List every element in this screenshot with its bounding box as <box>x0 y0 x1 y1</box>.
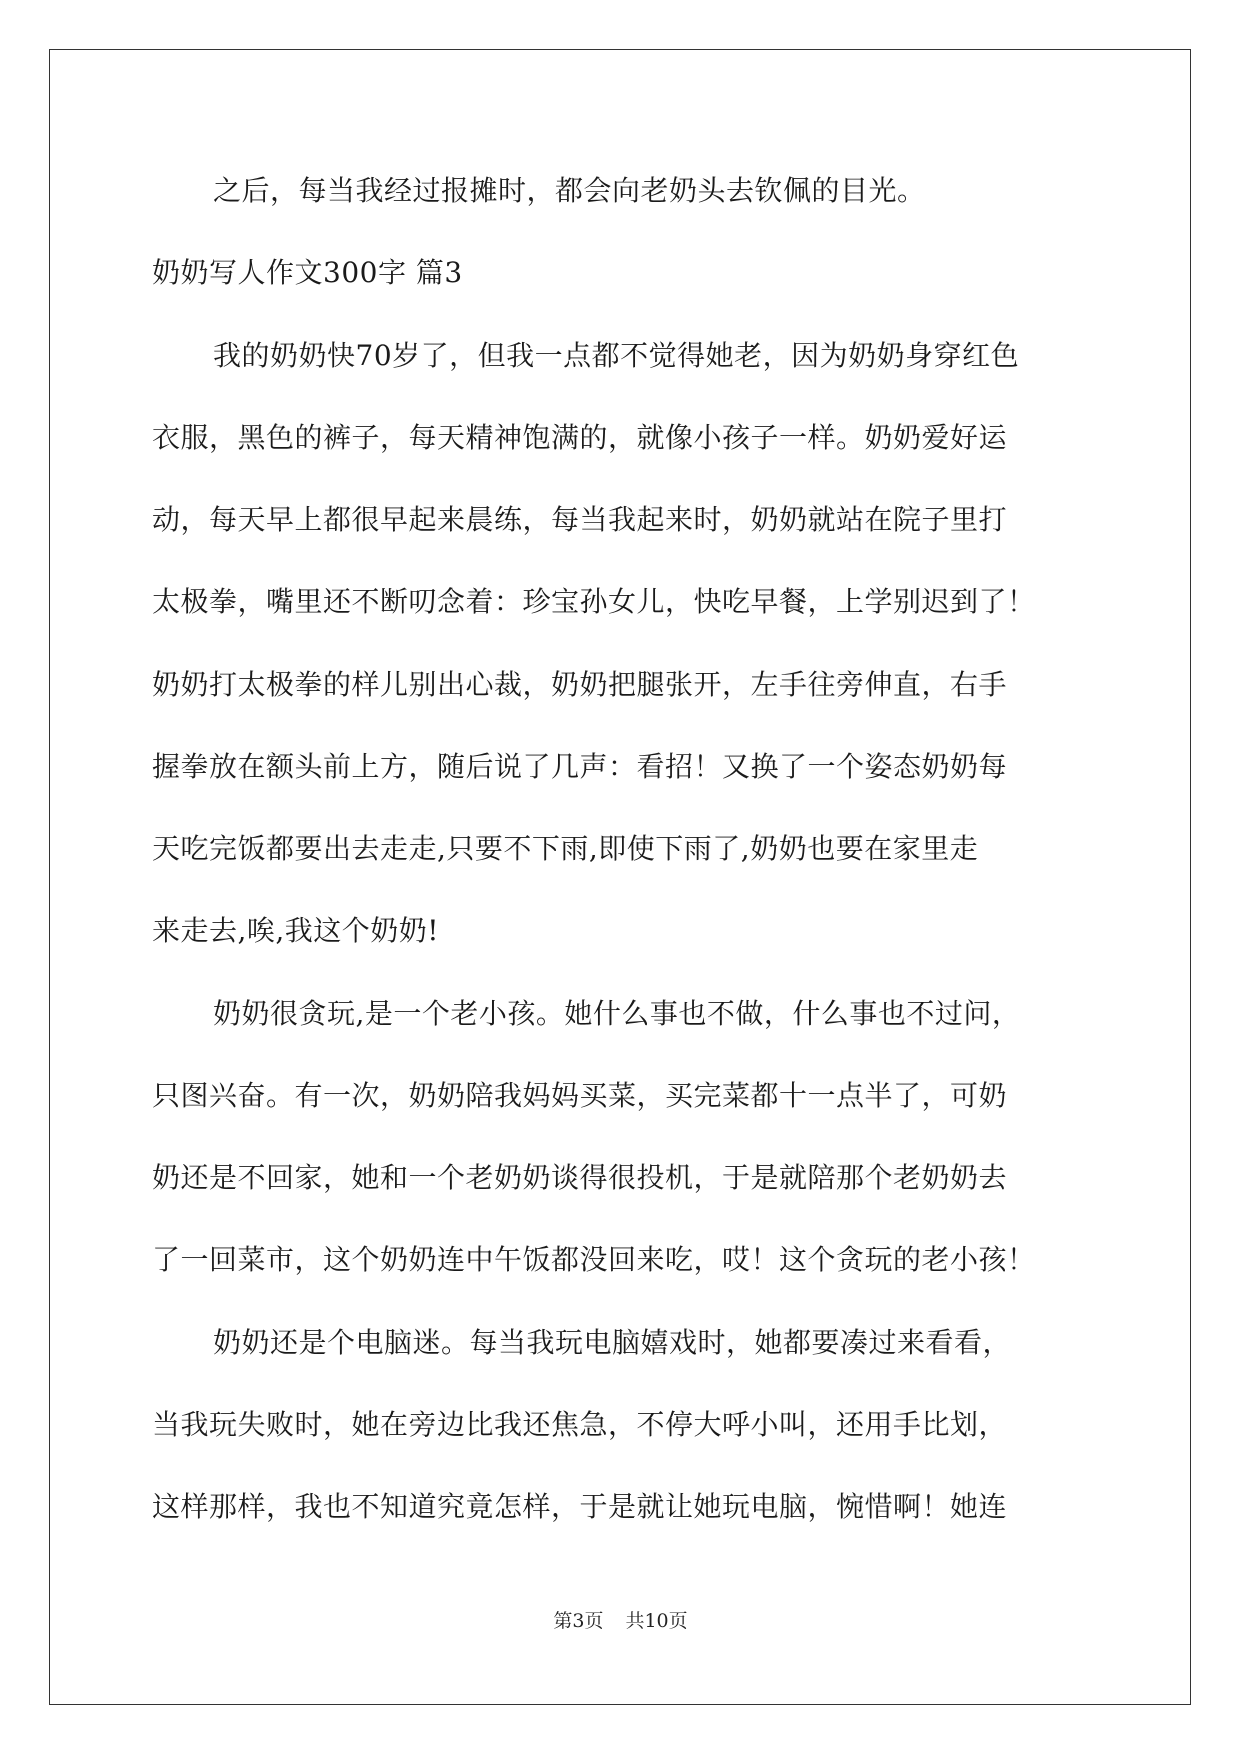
section-heading: 奶奶写人作文300字 篇3 <box>152 256 463 289</box>
paragraph-line: 动，每天早上都很早起来晨练，每当我起来时，奶奶就站在院子里打 <box>152 503 1008 536</box>
paragraph-line: 衣服，黑色的裤子，每天精神饱满的，就像小孩子一样。奶奶爱好运 <box>152 421 1008 454</box>
paragraph-line: 握拳放在额头前上方，随后说了几声：看招！又换了一个姿态奶奶每 <box>152 750 1008 783</box>
paragraph-line: 之后，每当我经过报摊时，都会向老奶头去钦佩的目光。 <box>213 174 926 207</box>
paragraph-line: 这样那样，我也不知道究竟怎样，于是就让她玩电脑，惋惜啊！她连 <box>152 1490 1008 1523</box>
paragraph-line: 了一回菜市，这个奶奶连中午饭都没回来吃，哎！这个贪玩的老小孩！ <box>152 1243 1036 1276</box>
paragraph-line: 当我玩失败时，她在旁边比我还焦急，不停大呼小叫，还用手比划， <box>152 1408 1008 1441</box>
paragraph-line: 奶奶很贪玩,是一个老小孩。她什么事也不做，什么事也不过问， <box>213 997 1021 1030</box>
paragraph-line: 只图兴奋。有一次，奶奶陪我妈妈买菜，买完菜都十一点半了，可奶 <box>152 1079 1008 1112</box>
paragraph-line: 奶还是不回家，她和一个老奶奶谈得很投机，于是就陪那个老奶奶去 <box>152 1161 1008 1194</box>
paragraph-line: 奶奶打太极拳的样儿别出心裁，奶奶把腿张开，左手往旁伸直，右手 <box>152 668 1008 701</box>
paragraph-line: 天吃完饭都要出去走走,只要不下雨,即使下雨了,奶奶也要在家里走 <box>152 832 979 865</box>
page-total: 共10页 <box>625 1610 688 1632</box>
page-number: 第3页 <box>553 1610 604 1632</box>
paragraph-line: 我的奶奶快70岁了，但我一点都不觉得她老，因为奶奶身穿红色 <box>213 339 1020 372</box>
paragraph-line: 来走去,唉,我这个奶奶! <box>152 914 440 947</box>
page-border <box>49 49 1191 1705</box>
page-footer <box>0 1609 1241 1633</box>
paragraph-line: 奶奶还是个电脑迷。每当我玩电脑嬉戏时，她都要凑过来看看， <box>213 1326 1012 1359</box>
paragraph-line: 太极拳，嘴里还不断叨念着：珍宝孙女儿，快吃早餐，上学别迟到了！ <box>152 585 1036 618</box>
